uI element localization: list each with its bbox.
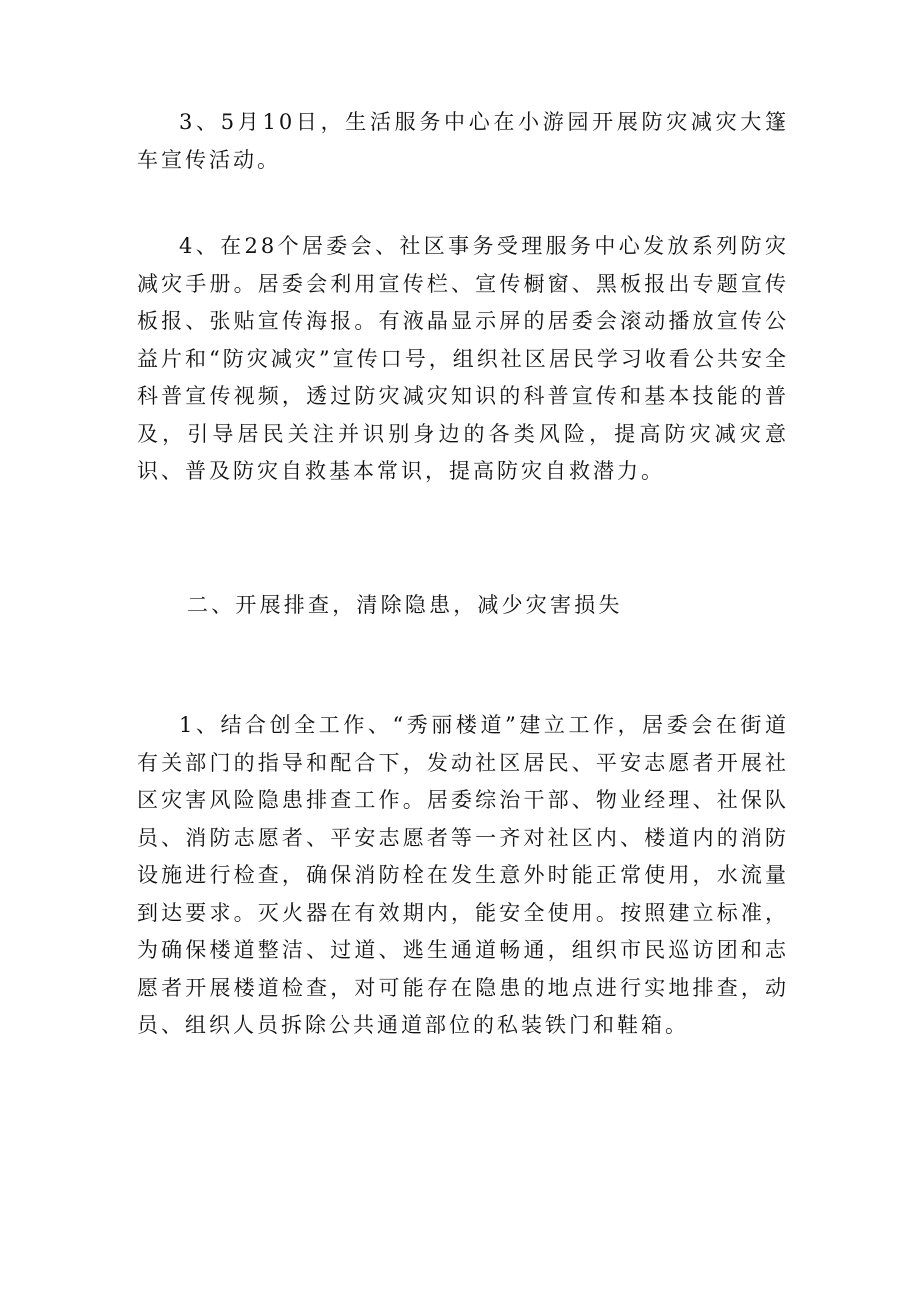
paragraph-item-1: 1、结合创全工作、“秀丽楼道”建立工作，居委会在街道有关部门的指导和配合下，发动社区居民、平安志愿者开展社区灾害风险隐患排查工作。居委综治干部、物业经理、社保队员、消防志愿者、平安志愿者等一齐对社区内、楼道内的消防设施进行检查，确保消防栓在发生意外时能正常使用，水流量到达要求。灭火器在有效期内，能安全使用。按照建立标准，为确保楼道整洁、过道、逃生通道畅通，组织市民巡访团和志愿者开展楼道检查，对可能存在隐患的地点进行实地排查，动员、组织人员拆除公共通道部位的私装铁门和鞋箱。 (137, 713, 789, 1037)
paragraph-item-4: 4、在28个居委会、社区事务受理服务中心发放系列防灾减灾手册。居委会利用宣传栏、宣传橱窗、黑板报出专题宣传板报、张贴宣传海报。有液晶显示屏的居委会滚动播放宣传公益片和“防灾减灾”宣传口号，组织社区居民学习收看公共安全科普宣传视频，透过防灾减灾知识的科普宣传和基本技能的普及，引导居民关注并识别身边的各类风险，提高防灾减灾意识、普及防灾自救基本常识，提高防灾自救潜力。 (137, 234, 789, 483)
section-heading: 二、开展排查，清除隐患，减少灾害损失 (187, 593, 623, 617)
paragraph-item-3: 3、5月10日，生活服务中心在小游园开展防灾减灾大篷车宣传活动。 (137, 110, 789, 172)
